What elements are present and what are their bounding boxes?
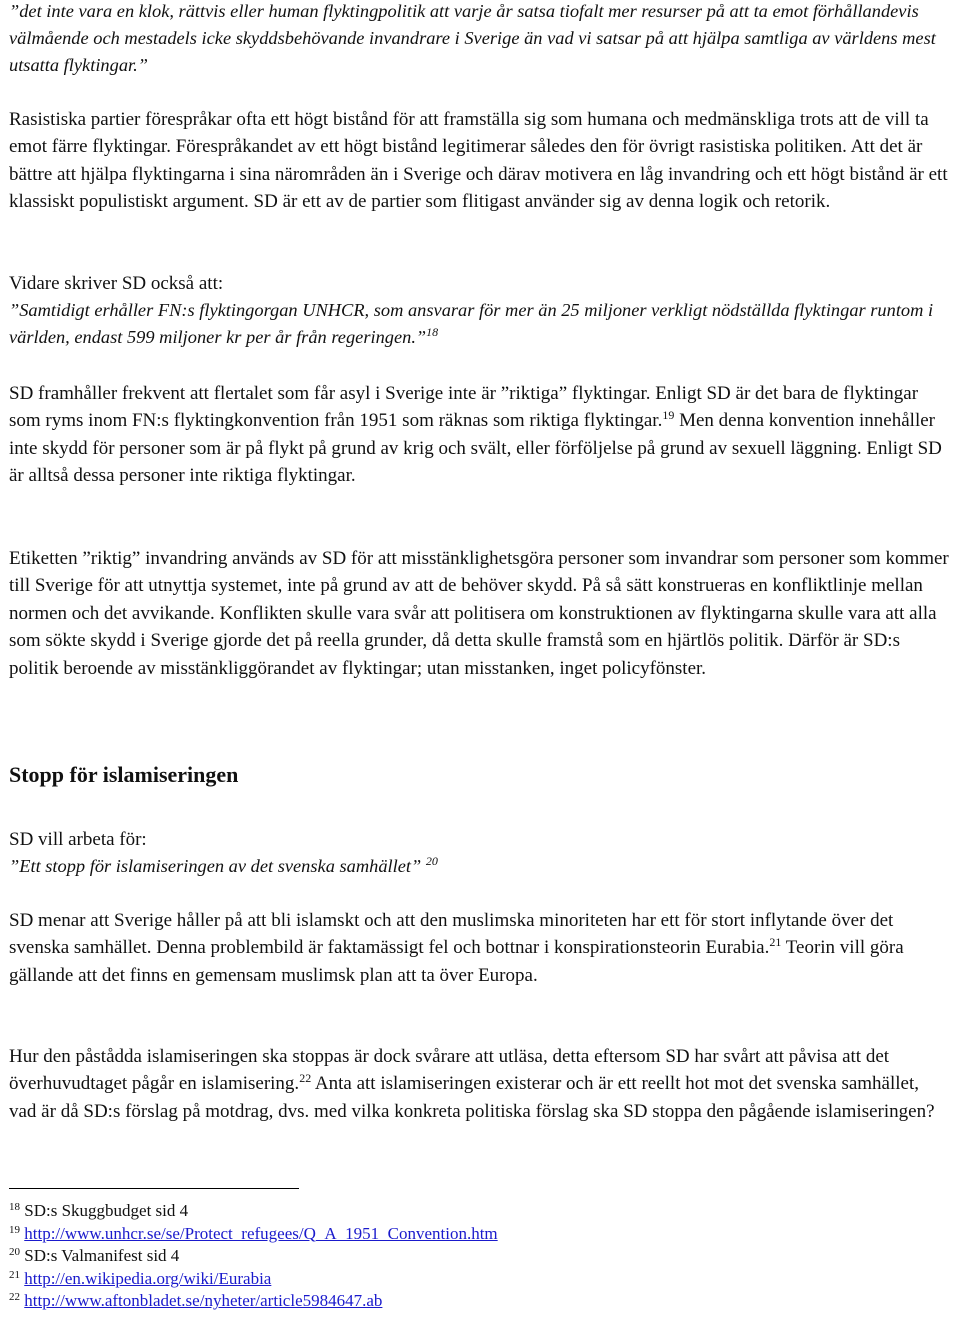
paragraph-3 xyxy=(9,380,951,490)
footnote-link[interactable]: http://www.unhcr.se/se/Protect_refugees/Q_A_1951_Convention.htm xyxy=(24,1223,498,1243)
footnote-number: 20 xyxy=(9,1246,20,1259)
text-span: Men denna konvention innehåller inte skydd för personer som är på flykt på grund av krig och svält, eller förföljelse på grund av sexuell läggning. Enligt SD är alltså dessa personer inte riktiga flyktingar. xyxy=(9,410,942,487)
footnote-ref[interactable]: 21 xyxy=(769,935,782,950)
quote-block-2 xyxy=(9,297,951,351)
footnote-ref[interactable]: 22 xyxy=(299,1071,312,1086)
paragraph-7 xyxy=(9,1043,951,1125)
footnote-link[interactable]: http://en.wikipedia.org/wiki/Eurabia xyxy=(24,1268,272,1288)
quote-text: ”Ett stopp för islamiseringen av det svenska samhället” xyxy=(9,856,422,877)
paragraph-text xyxy=(9,380,951,490)
footnote-link[interactable]: http://www.aftonbladet.se/nyheter/article5984647.ab xyxy=(24,1291,383,1311)
text-span: Hur den påstådda islamiseringen ska stoppas är dock svårare att utläsa, detta eftersom SD har svårt att påvisa att det överhuvudtaget pågår en islamisering. xyxy=(9,1046,890,1095)
paragraph-5 xyxy=(9,826,951,880)
footnote-number: 18 xyxy=(9,1201,20,1213)
paragraph-text xyxy=(9,907,951,989)
paragraph-text: SD vill arbeta för: xyxy=(9,829,147,850)
footnote xyxy=(9,1268,951,1291)
footnote-ref[interactable]: 18 xyxy=(426,325,439,340)
footnote-text: SD:s Skuggbudget sid 4 xyxy=(24,1201,189,1220)
footnote xyxy=(9,1290,951,1313)
footnote-ref[interactable]: 20 xyxy=(425,854,438,869)
text-span: Anta att islamiseringen existerar och är ett reellt hot mot det svenska samhället, vad är då SD:s förslag på motdrag, dvs. med vilka konkreta politiska förslag ska SD stoppa den pågående islamiseringen? xyxy=(9,1073,935,1122)
footnotes xyxy=(9,1200,951,1313)
footnote-number: 22 xyxy=(9,1291,20,1304)
footnote-separator xyxy=(9,1188,299,1189)
section-heading-block xyxy=(9,762,951,788)
quote-text: ”Samtidigt erhåller FN:s flyktingorgan UNHCR, som ansvarar för mer än 25 miljoner verkligt nödställda flyktingar runtom i världen, endast 599 miljoner kr per år från regeringen.” xyxy=(9,300,934,348)
footnote-ref[interactable]: 19 xyxy=(662,408,675,423)
paragraph-4 xyxy=(9,545,951,682)
quote-block-1 xyxy=(9,0,951,78)
paragraph-text: Rasistiska partier förespråkar ofta ett högt bistånd för att framställa sig som humana och medmänskliga trots att de vill ta emot färre flyktingar. Förespråkandet av ett högt bistånd legitimerar således den för övrigt rasistiska politiken. Att det är bättre att hjälpa flyktingarna i sina närområden än i Sverige och därav motivera en låg invandring och ett högt bistånd är ett klassiskt populistiskt argument. SD är ett av de partier som flitigast använder sig av denna logik och retorik. xyxy=(9,109,948,213)
text-span: SD framhåller frekvent att flertalet som får asyl i Sverige inte är ”riktiga” flyktingar. Enligt SD är det bara de flyktingar som ryms inom FN:s flyktingkonvention från 1951 som räknas som riktiga flyktingar. xyxy=(9,383,919,432)
paragraph-6 xyxy=(9,907,951,989)
section-heading: Stopp för islamiseringen xyxy=(9,762,239,787)
paragraph-text xyxy=(9,1043,951,1125)
paragraph-text: Vidare skriver SD också att: xyxy=(9,273,224,294)
text-span: Teorin vill göra gällande att det finns en gemensam muslimsk plan att ta över Europa. xyxy=(9,937,904,986)
paragraph-2 xyxy=(9,270,951,351)
text-span: SD menar att Sverige håller på att bli islamskt och att den muslimska minoriteten har ett för stort inflytande över det svenska samhället. Denna problembild är faktamässigt fel och bottnar i konspirationsteorin Eurabia. xyxy=(9,910,894,959)
quote-block-3 xyxy=(9,853,951,880)
footnote xyxy=(9,1223,951,1246)
paragraph-text: Etiketten ”riktig” invandring används av SD för att misstänklighetsgöra personer som invandrar som personer som kommer till Sverige för att utnyttja systemet, inte på grund av att de behöver skydd. På så sätt konstrueras en konfliktlinje mellan normen och det avvikande. Konflikten skulle vara svår att politisera om konstruktionen av flyktingarna skulle vara att alla som sökte skydd i Sverige gjorde det på reella grunder, då detta skulle framstå som en hjärtlös politik. Därför är SD:s politik beroende av misstänkliggörandet av flyktingar; utan misstanken, inget policyfönster. xyxy=(9,548,949,679)
footnote-text: SD:s Valmanifest sid 4 xyxy=(24,1246,180,1266)
footnote-number: 21 xyxy=(9,1268,20,1281)
footnote xyxy=(9,1245,951,1268)
footnote xyxy=(9,1200,951,1223)
footnote-number: 19 xyxy=(9,1223,20,1236)
paragraph-1 xyxy=(9,106,951,216)
quote-text: ”det inte vara en klok, rättvis eller human flyktingpolitik att varje år satsa tiofalt mer resurser på att ta emot förhållandevis välmående och mestadels icke skyddsbehövande invandrare i Sverige än vad vi satsar på att hjälpa samtliga av världens mest utsatta flyktingar.” xyxy=(9,1,936,75)
